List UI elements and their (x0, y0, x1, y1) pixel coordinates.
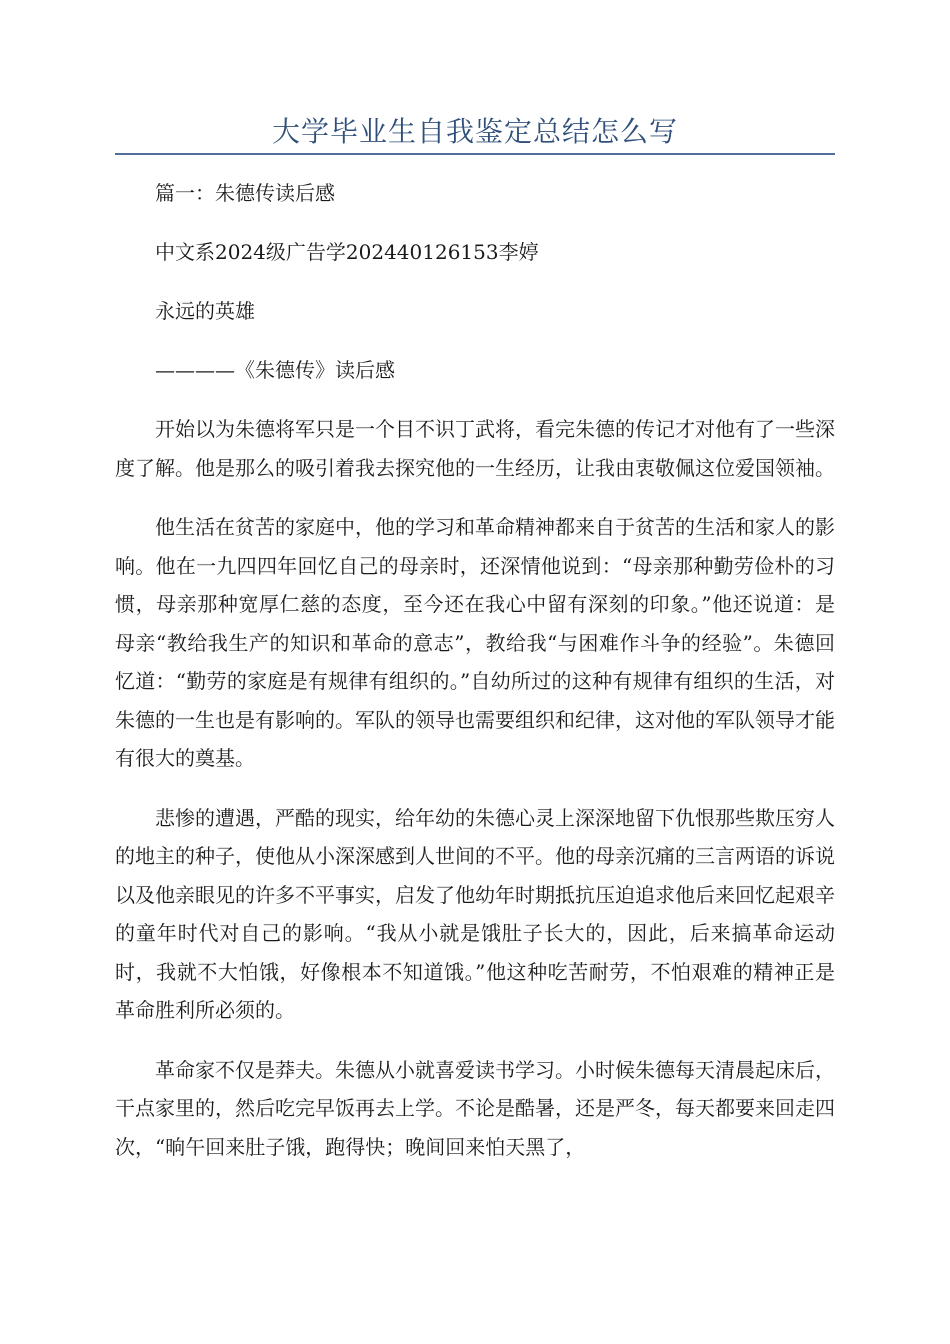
essay-title: 永远的英雄 (155, 299, 255, 323)
paragraph-1: 开始以为朱德将军只是一个目不识丁武将，看完朱德的传记才对他有了一些深度了解。他是那么的吸引着我去探究他的一生经历，让我由衷敬佩这位爱国领袖。 (115, 417, 835, 480)
paragraph-4: 革命家不仅是莽夫。朱德从小就喜爱读书学习。小时候朱德每天清晨起床后，干点家里的，然后吃完早饭再去上学。不论是酷暑，还是严冬，每天都要来回走四次，“晌午回来肚子饿，跑得快；晚间回来怕天黑了， (115, 1057, 835, 1159)
document-body (115, 174, 835, 1187)
document-title: 大学毕业生自我鉴定总结怎么写 (271, 115, 678, 148)
title-underline (115, 153, 835, 155)
section-heading: 篇一：朱德传读后感 (155, 181, 335, 205)
paragraph-2: 他生活在贫苦的家庭中，他的学习和革命精神都来自于贫苦的生活和家人的影响。他在一九四四年回忆自己的母亲时，还深情他说到：“母亲那种勤劳俭朴的习惯，母亲那种宽厚仁慈的态度，至今还在我心中留有深刻的印象。”他还说道：是母亲“教给我生产的知识和革命的意志”，教给我“与困难作斗争的经验”。朱德回忆道：“勤劳的家庭是有规律有组织的。”自幼所过的这种有规律有组织的生活，对朱德的一生也是有影响的。军队的领导也需要组织和纪律，这对他的军队领导才能有很大的奠基。 (115, 515, 835, 770)
essay-subtitle: ————《朱德传》读后感 (155, 358, 395, 382)
paragraph-3: 悲惨的遭遇，严酷的现实，给年幼的朱德心灵上深深地留下仇恨那些欺压穷人的地主的种子，使他从小深深感到人世间的不平。他的母亲沉痛的三言两语的诉说以及他亲眼见的许多不平事实，启发了他幼年时期抵抗压迫追求他后来回忆起艰辛的童年时代对自己的影响。“我从小就是饿肚子长大的，因此，后来搞革命运动时，我就不大怕饿，好像根本不知道饿。”他这种吃苦耐劳，不怕艰难的精神正是革命胜利所必须的。 (115, 805, 835, 1022)
author-line: 中文系2024级广告学202440126153李婷 (155, 240, 539, 264)
